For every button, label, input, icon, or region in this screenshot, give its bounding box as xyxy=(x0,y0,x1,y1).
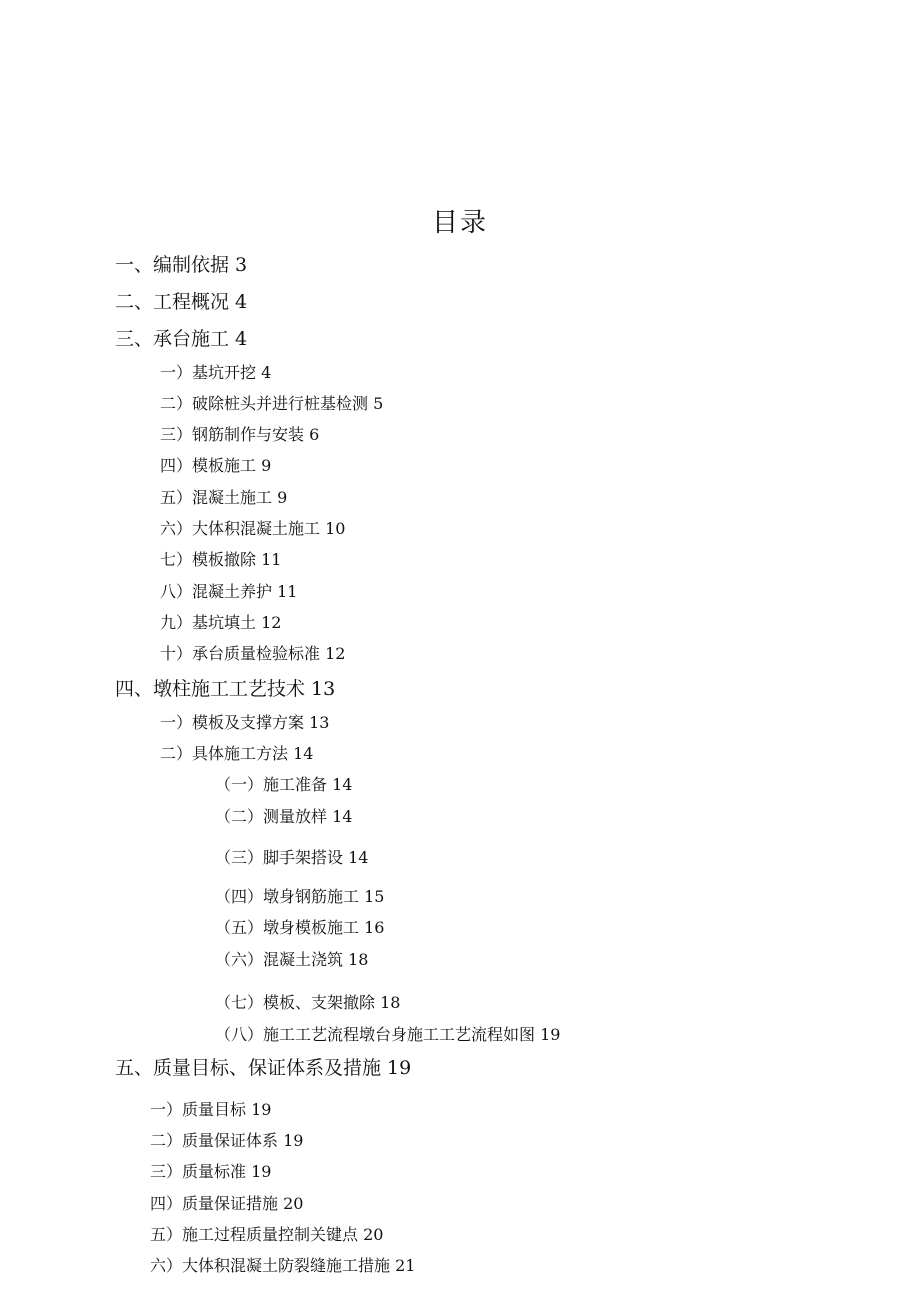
toc-entry-3-8: 八）混凝土养护 11 xyxy=(160,582,298,601)
toc-entry-3-1: 一）基坑开挖 4 xyxy=(160,363,272,382)
toc-entry-3: 三、承台施工 4 xyxy=(115,328,248,350)
toc-entry-3-5: 五）混凝土施工 9 xyxy=(160,488,288,507)
toc-entry-4-2-3: （三）脚手架搭设 14 xyxy=(215,848,369,867)
toc-entry-4: 四、墩柱施工工艺技术 13 xyxy=(115,678,336,700)
toc-entry-4-2-6: （六）混凝土浇筑 18 xyxy=(215,950,369,969)
toc-entry-4-2-8: （八）施工工艺流程墩台身施工工艺流程如图 19 xyxy=(215,1025,561,1044)
toc-entry-3-9: 九）基坑填土 12 xyxy=(160,613,282,632)
toc-entry-5-2: 二）质量保证体系 19 xyxy=(150,1131,304,1150)
toc-entry-5-1: 一）质量目标 19 xyxy=(150,1100,272,1119)
toc-entry-4-2: 二）具体施工方法 14 xyxy=(160,744,314,763)
toc-entry-2: 二、工程概况 4 xyxy=(115,291,248,313)
toc-entry-4-2-4: （四）墩身钢筋施工 15 xyxy=(215,887,385,906)
toc-entry-5-4: 四）质量保证措施 20 xyxy=(150,1194,304,1213)
toc-entry-5-3: 三）质量标准 19 xyxy=(150,1162,272,1181)
toc-entry-4-1: 一）模板及支撑方案 13 xyxy=(160,713,330,732)
toc-entry-4-2-1: （一）施工准备 14 xyxy=(215,775,353,794)
toc-entry-4-2-2: （二）测量放样 14 xyxy=(215,807,353,826)
toc-entry-3-10: 十）承台质量检验标准 12 xyxy=(160,644,346,663)
toc-entry-5-5: 五）施工过程质量控制关键点 20 xyxy=(150,1225,384,1244)
toc-entry-5-6: 六）大体积混凝土防裂缝施工措施 21 xyxy=(150,1256,416,1275)
toc-entry-3-3: 三）钢筋制作与安装 6 xyxy=(160,425,320,444)
toc-entry-3-7: 七）模板撤除 11 xyxy=(160,550,282,569)
toc-entry-3-4: 四）模板施工 9 xyxy=(160,456,272,475)
toc-entry-4-2-7: （七）模板、支架撤除 18 xyxy=(215,993,401,1012)
toc-entry-5: 五、质量目标、保证体系及措施 19 xyxy=(115,1057,412,1079)
toc-entry-3-2: 二）破除桩头并进行桩基检测 5 xyxy=(160,394,384,413)
toc-entry-3-6: 六）大体积混凝土施工 10 xyxy=(160,519,346,538)
toc-entry-1: 一、编制依据 3 xyxy=(115,254,248,276)
toc-title: 目录 xyxy=(431,208,488,238)
toc-entry-4-2-5: （五）墩身模板施工 16 xyxy=(215,918,385,937)
